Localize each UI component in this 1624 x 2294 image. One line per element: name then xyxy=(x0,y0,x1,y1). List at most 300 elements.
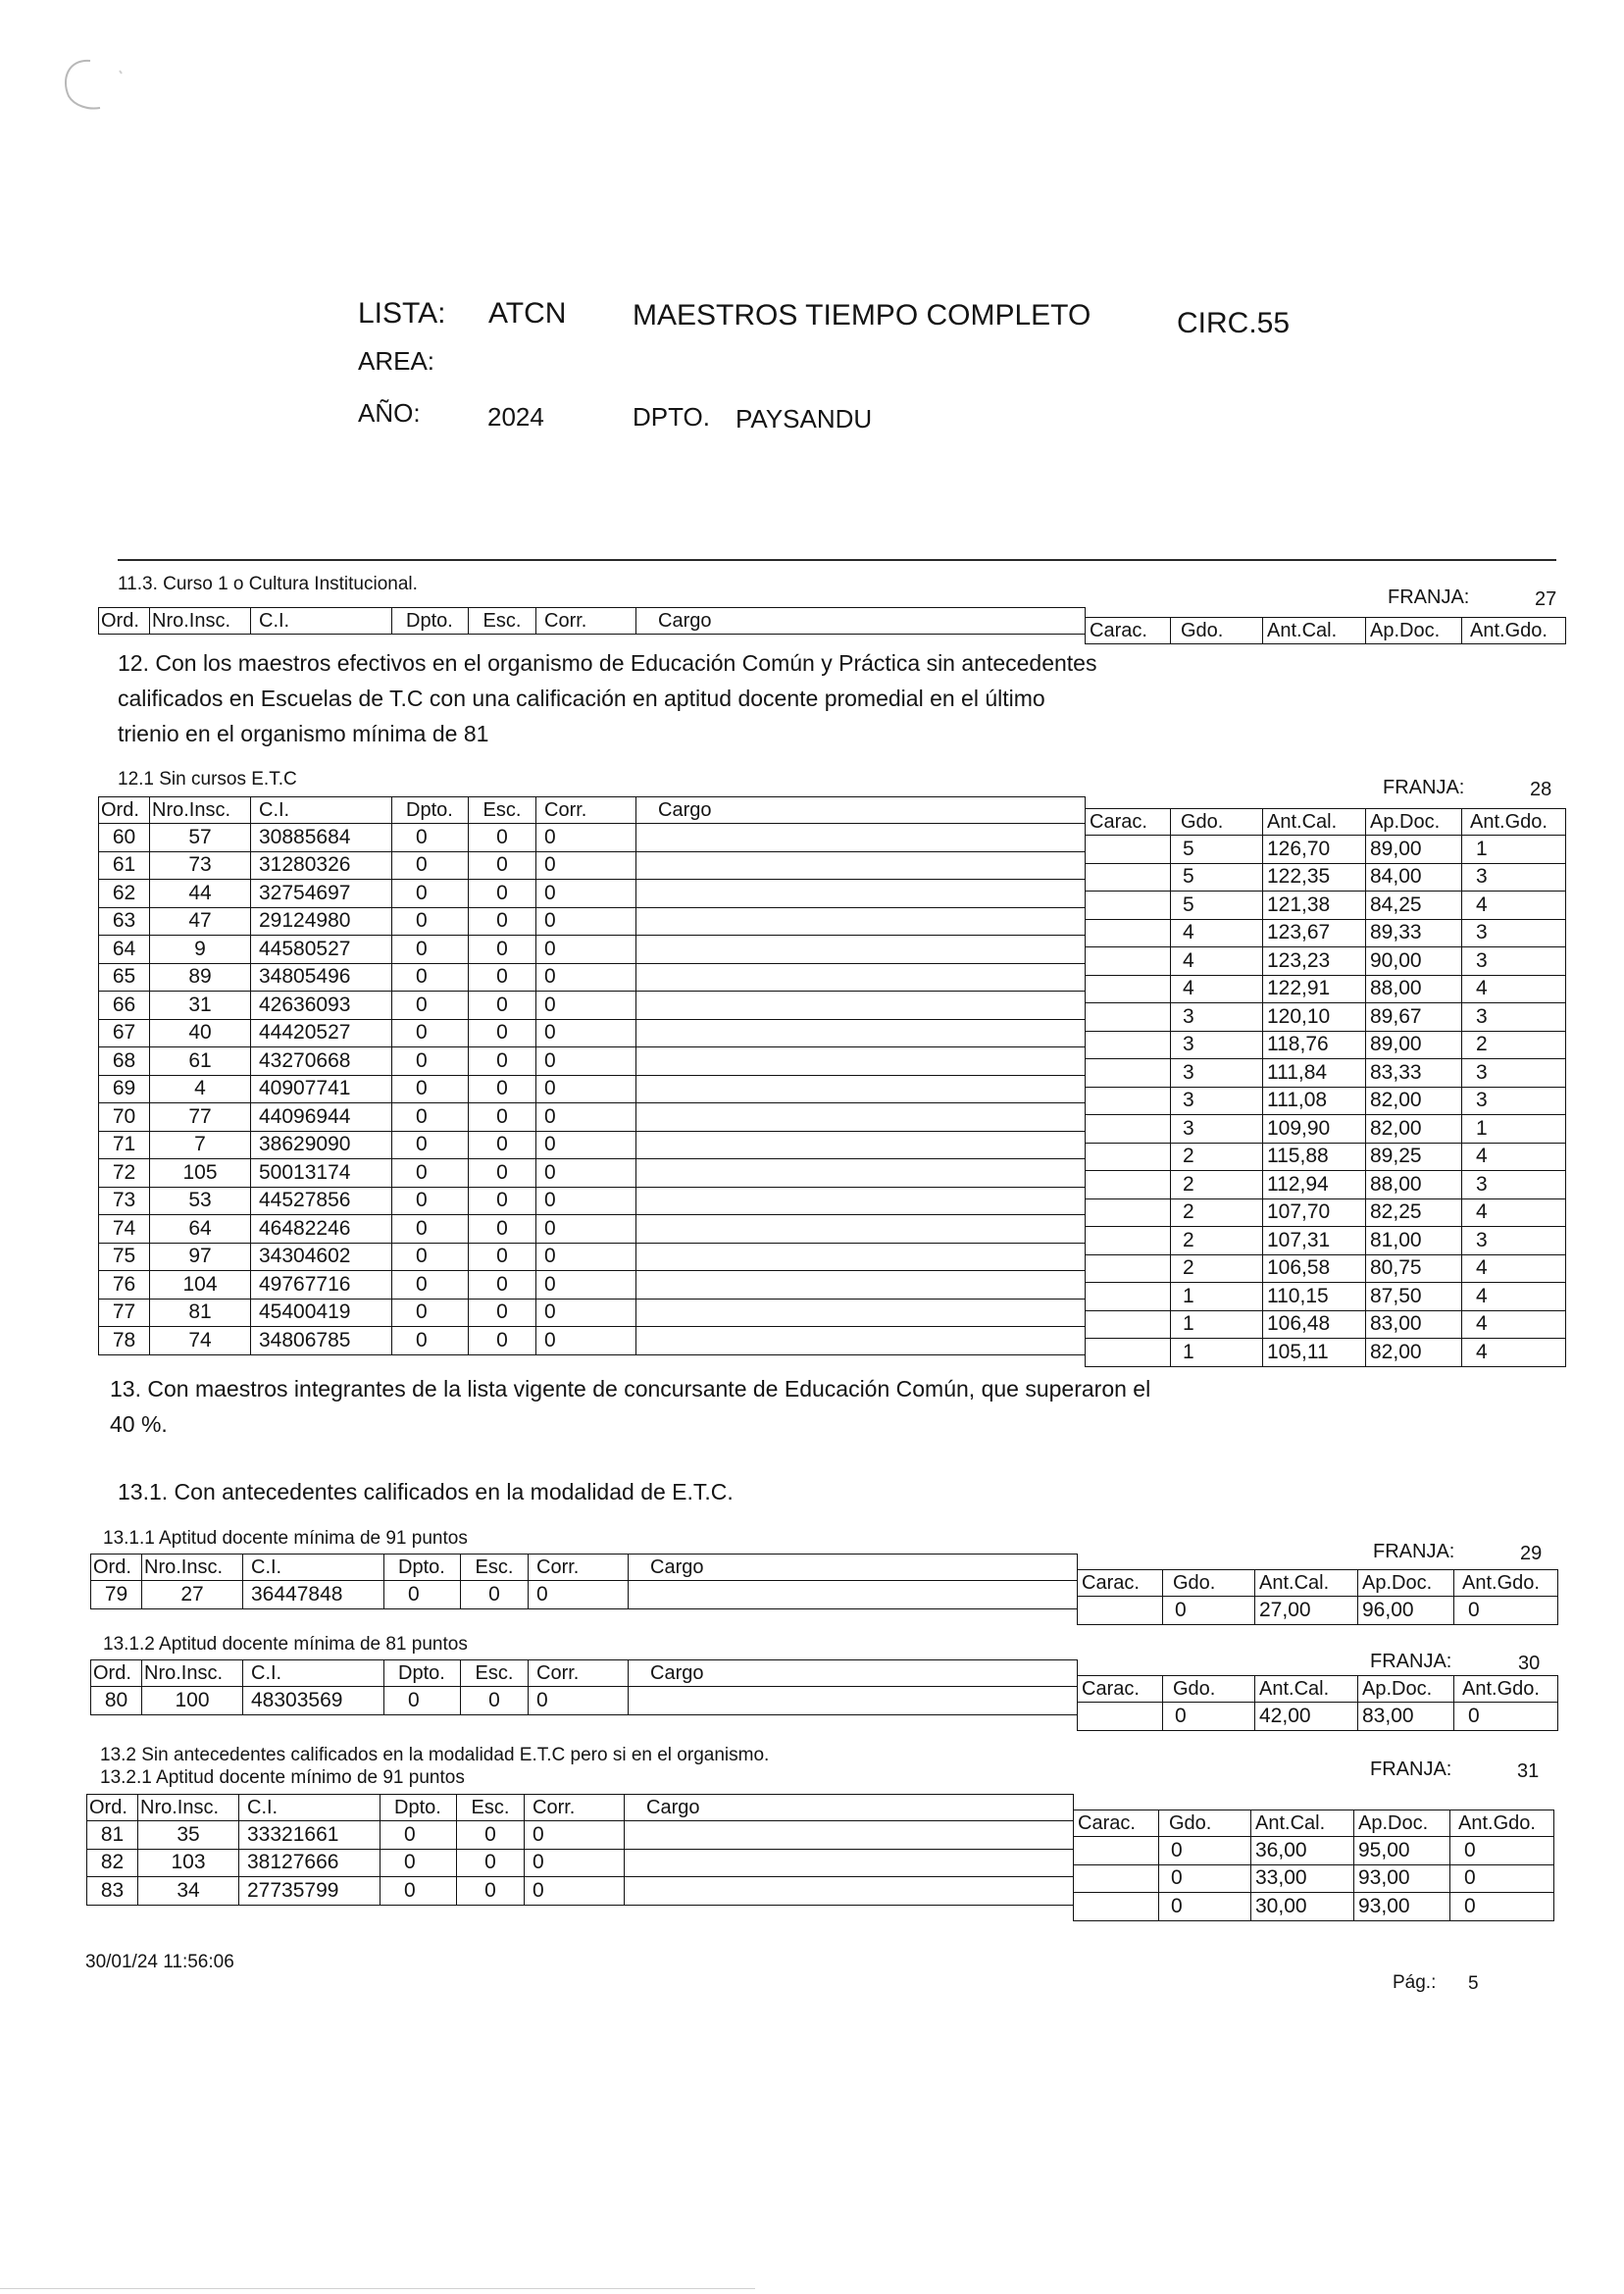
cell-gdo: 2 xyxy=(1171,1171,1263,1198)
cell-ord: 71 xyxy=(99,1132,150,1159)
column-header-ord: Ord. xyxy=(91,1555,142,1580)
table-row xyxy=(91,1687,1078,1715)
column-header-antcal: Ant.Cal. xyxy=(1263,618,1366,643)
cell-empty xyxy=(636,1271,1086,1299)
cell-ci: 46482246 xyxy=(251,1215,392,1243)
cell-corr: 0 xyxy=(536,1244,636,1271)
cell-nro: 73 xyxy=(150,852,251,880)
column-header-apdoc: Ap.Doc. xyxy=(1358,1570,1454,1596)
table-right-block xyxy=(1073,1810,1554,1921)
cell-ord: 80 xyxy=(91,1687,142,1714)
table-row xyxy=(1086,1255,1566,1284)
cell-ant-cal: 106,48 xyxy=(1263,1311,1366,1339)
cell-ap-doc: 89,33 xyxy=(1366,920,1462,947)
column-header-esc: Esc. xyxy=(469,608,536,634)
cell-ci: 29124980 xyxy=(251,908,392,936)
cell-nro: 89 xyxy=(150,964,251,992)
cell-esc: 0 xyxy=(469,1103,536,1131)
cell-ap-doc: 84,00 xyxy=(1366,864,1462,892)
cell-empty xyxy=(1086,836,1171,863)
table-row xyxy=(99,824,1086,852)
table-row xyxy=(1086,1003,1566,1032)
cell-ord: 68 xyxy=(99,1047,150,1075)
cell-ci: 42636093 xyxy=(251,992,392,1019)
cell-empty xyxy=(1086,1339,1171,1366)
cell-gdo: 2 xyxy=(1171,1255,1263,1283)
column-header-gdo: Gdo. xyxy=(1163,1570,1255,1596)
cell-dpto: 0 xyxy=(381,1850,457,1877)
cell-ci: 36447848 xyxy=(243,1581,384,1608)
section-caption-13-2-1: 13.2.1 Aptitud docente mínimo de 91 puntos xyxy=(100,1767,465,1788)
table-row xyxy=(99,1300,1086,1328)
cell-esc: 0 xyxy=(469,1076,536,1103)
cell-ant-cal: 123,23 xyxy=(1263,947,1366,975)
cell-dpto: 0 xyxy=(392,992,469,1019)
cell-ord: 65 xyxy=(99,964,150,992)
cell-empty xyxy=(629,1581,1078,1608)
column-header-gdo: Gdo. xyxy=(1163,1676,1255,1702)
cell-ant-gdo: 1 xyxy=(1462,1115,1566,1143)
cell-dpto: 0 xyxy=(392,964,469,992)
cell-corr: 0 xyxy=(536,824,636,851)
cell-ci: 44420527 xyxy=(251,1020,392,1047)
cell-ant-gdo: 3 xyxy=(1462,1003,1566,1031)
cell-empty xyxy=(636,880,1086,907)
table-row xyxy=(99,1076,1086,1104)
cell-nro: 7 xyxy=(150,1132,251,1159)
cell-gdo: 2 xyxy=(1171,1227,1263,1254)
paragraph-13-1: 13.1. Con antecedentes calificados en la modalidad de E.T.C. xyxy=(118,1479,734,1504)
cell-empty xyxy=(636,852,1086,880)
header-row xyxy=(1078,1570,1558,1597)
cell-ci: 44580527 xyxy=(251,936,392,963)
cell-ap-doc: 82,00 xyxy=(1366,1088,1462,1115)
paragraph-line: 40 %. xyxy=(110,1411,168,1437)
cell-nro: 81 xyxy=(150,1300,251,1327)
header-row xyxy=(99,608,1086,635)
cell-dpto: 0 xyxy=(381,1877,457,1905)
table-row xyxy=(1086,1311,1566,1340)
cell-ord: 63 xyxy=(99,908,150,936)
cell-ord: 81 xyxy=(87,1821,138,1849)
cell-empty xyxy=(1086,1171,1171,1198)
cell-gdo: 1 xyxy=(1171,1339,1263,1366)
cell-ant-cal: 110,15 xyxy=(1263,1283,1366,1310)
cell-ant-cal: 36,00 xyxy=(1251,1837,1354,1864)
cell-dpto: 0 xyxy=(392,1047,469,1075)
cell-esc: 0 xyxy=(469,1020,536,1047)
lista-label: LISTA: xyxy=(358,297,446,330)
cell-esc: 0 xyxy=(469,1215,536,1243)
cell-empty xyxy=(636,1215,1086,1243)
cell-empty xyxy=(1086,1199,1171,1227)
cell-ord: 61 xyxy=(99,852,150,880)
cell-gdo: 3 xyxy=(1171,1032,1263,1059)
column-header-carac: Carac. xyxy=(1086,618,1171,643)
cell-dpto: 0 xyxy=(392,908,469,936)
cell-esc: 0 xyxy=(469,1159,536,1187)
column-header-carac: Carac. xyxy=(1078,1676,1163,1702)
document-title: MAESTROS TIEMPO COMPLETO xyxy=(633,299,1091,331)
table-row xyxy=(99,964,1086,993)
cell-ci: 50013174 xyxy=(251,1159,392,1187)
table-row xyxy=(87,1821,1074,1850)
cell-corr: 0 xyxy=(536,964,636,992)
cell-ap-doc: 82,00 xyxy=(1366,1115,1462,1143)
cell-ant-gdo: 0 xyxy=(1454,1703,1558,1730)
cell-corr: 0 xyxy=(536,1047,636,1075)
cell-ant-cal: 109,90 xyxy=(1263,1115,1366,1143)
scan-artifact xyxy=(39,49,147,137)
column-header-dpto: Dpto. xyxy=(384,1555,461,1580)
cell-gdo: 1 xyxy=(1171,1283,1263,1310)
cell-esc: 0 xyxy=(469,1047,536,1075)
cell-dpto: 0 xyxy=(392,1188,469,1215)
cell-gdo: 0 xyxy=(1159,1893,1251,1920)
cell-empty xyxy=(1086,1227,1171,1254)
cell-esc: 0 xyxy=(461,1687,529,1714)
table-row xyxy=(99,1244,1086,1272)
cell-ant-cal: 42,00 xyxy=(1255,1703,1358,1730)
cell-corr: 0 xyxy=(536,1103,636,1131)
cell-ap-doc: 89,00 xyxy=(1366,1032,1462,1059)
column-header-gdo: Gdo. xyxy=(1159,1810,1251,1836)
cell-empty xyxy=(1086,892,1171,919)
column-header-esc: Esc. xyxy=(457,1795,525,1820)
header-row xyxy=(1078,1676,1558,1703)
cell-gdo: 0 xyxy=(1159,1865,1251,1893)
cell-ant-gdo: 3 xyxy=(1462,1059,1566,1087)
column-header-corr: Corr. xyxy=(529,1555,629,1580)
header-row xyxy=(99,797,1086,824)
cell-empty xyxy=(636,1188,1086,1215)
cell-corr: 0 xyxy=(536,1132,636,1159)
circular-number: CIRC.55 xyxy=(1177,307,1291,339)
cell-ant-gdo: 0 xyxy=(1450,1865,1554,1893)
header-row xyxy=(91,1555,1078,1581)
cell-nro: 27 xyxy=(142,1581,243,1608)
table-row xyxy=(1074,1893,1554,1921)
cell-ord: 75 xyxy=(99,1244,150,1271)
table-row xyxy=(1086,1032,1566,1060)
cell-esc: 0 xyxy=(469,824,536,851)
cell-ap-doc: 95,00 xyxy=(1354,1837,1450,1864)
cell-ant-gdo: 3 xyxy=(1462,1227,1566,1254)
cell-esc: 0 xyxy=(469,936,536,963)
header-row xyxy=(91,1660,1078,1687)
cell-esc: 0 xyxy=(457,1821,525,1849)
cell-ant-cal: 106,58 xyxy=(1263,1255,1366,1283)
cell-ci: 34304602 xyxy=(251,1244,392,1271)
column-header-nro: Nro.Insc. xyxy=(150,797,251,823)
cell-ci: 38629090 xyxy=(251,1132,392,1159)
table-row xyxy=(99,1215,1086,1244)
cell-nro: 57 xyxy=(150,824,251,851)
table-left-block xyxy=(90,1659,1078,1715)
cell-empty xyxy=(1074,1837,1159,1864)
cell-nro: 35 xyxy=(138,1821,239,1849)
cell-dpto: 0 xyxy=(392,1020,469,1047)
cell-corr: 0 xyxy=(536,992,636,1019)
cell-empty xyxy=(636,964,1086,992)
cell-ant-cal: 122,35 xyxy=(1263,864,1366,892)
cell-dpto: 0 xyxy=(384,1687,461,1714)
cell-ci: 44096944 xyxy=(251,1103,392,1131)
column-header-cargo: Cargo xyxy=(629,1660,1078,1686)
cell-empty xyxy=(636,1103,1086,1131)
cell-gdo: 0 xyxy=(1163,1597,1255,1624)
column-header-ci: C.I. xyxy=(251,797,392,823)
column-header-apdoc: Ap.Doc. xyxy=(1366,809,1462,835)
cell-ant-gdo: 3 xyxy=(1462,920,1566,947)
cell-empty xyxy=(1086,1144,1171,1171)
column-header-corr: Corr. xyxy=(536,608,636,634)
cell-ord: 70 xyxy=(99,1103,150,1131)
cell-empty xyxy=(1086,1115,1171,1143)
cell-ant-gdo: 3 xyxy=(1462,947,1566,975)
cell-ant-gdo: 4 xyxy=(1462,1339,1566,1366)
paragraph-12 xyxy=(118,645,1096,751)
cell-ap-doc: 89,00 xyxy=(1366,836,1462,863)
column-header-antgdo: Ant.Gdo. xyxy=(1462,809,1566,835)
table-row xyxy=(1086,864,1566,892)
column-header-ord: Ord. xyxy=(87,1795,138,1820)
cell-ap-doc: 82,00 xyxy=(1366,1339,1462,1366)
cell-nro: 103 xyxy=(138,1850,239,1877)
cell-ci: 43270668 xyxy=(251,1047,392,1075)
table-left-block xyxy=(98,607,1086,635)
cell-dpto: 0 xyxy=(392,880,469,907)
cell-ant-gdo: 4 xyxy=(1462,1199,1566,1227)
cell-empty xyxy=(636,1047,1086,1075)
table-row xyxy=(99,992,1086,1020)
cell-ant-cal: 30,00 xyxy=(1251,1893,1354,1920)
cell-gdo: 4 xyxy=(1171,947,1263,975)
cell-corr: 0 xyxy=(536,1188,636,1215)
cell-empty xyxy=(625,1877,1074,1905)
cell-empty xyxy=(636,908,1086,936)
table-row xyxy=(1074,1865,1554,1894)
table-row xyxy=(1086,920,1566,948)
cell-empty xyxy=(1086,1311,1171,1339)
franja-label: FRANJA: xyxy=(1388,586,1470,608)
cell-ci: 45400419 xyxy=(251,1300,392,1327)
anio-label: AÑO: xyxy=(358,398,421,428)
cell-empty xyxy=(636,992,1086,1019)
cell-ci: 40907741 xyxy=(251,1076,392,1103)
table-right-block xyxy=(1077,1675,1558,1731)
cell-esc: 0 xyxy=(457,1850,525,1877)
header-row xyxy=(87,1795,1074,1821)
column-header-antcal: Ant.Cal. xyxy=(1263,809,1366,835)
cell-empty xyxy=(1086,1032,1171,1059)
table-row xyxy=(1086,947,1566,976)
table-row xyxy=(99,852,1086,881)
table-row xyxy=(99,908,1086,937)
cell-ant-gdo: 4 xyxy=(1462,1311,1566,1339)
cell-dpto: 0 xyxy=(392,1159,469,1187)
cell-ant-gdo: 0 xyxy=(1454,1597,1558,1624)
cell-empty xyxy=(1086,976,1171,1003)
column-header-esc: Esc. xyxy=(461,1660,529,1686)
cell-ant-gdo: 0 xyxy=(1450,1837,1554,1864)
cell-ap-doc: 93,00 xyxy=(1354,1865,1450,1893)
franja-number: 29 xyxy=(1520,1543,1543,1564)
table-right-block xyxy=(1077,1569,1558,1625)
cell-ci: 30885684 xyxy=(251,824,392,851)
cell-corr: 0 xyxy=(525,1821,625,1849)
cell-ap-doc: 81,00 xyxy=(1366,1227,1462,1254)
section-caption-13-1-1: 13.1.1 Aptitud docente mínima de 91 puntos xyxy=(103,1528,468,1549)
cell-empty xyxy=(636,1020,1086,1047)
cell-ant-gdo: 0 xyxy=(1450,1893,1554,1920)
column-header-ci: C.I. xyxy=(243,1555,384,1580)
table-row xyxy=(1086,1283,1566,1311)
column-header-cargo: Cargo xyxy=(636,608,1086,634)
scan-edge-line xyxy=(0,2288,755,2289)
cell-dpto: 0 xyxy=(381,1821,457,1849)
cell-ord: 66 xyxy=(99,992,150,1019)
lista-value: ATCN xyxy=(488,297,567,330)
column-header-dpto: Dpto. xyxy=(392,608,469,634)
cell-empty xyxy=(625,1850,1074,1877)
cell-ant-gdo: 3 xyxy=(1462,1088,1566,1115)
cell-ord: 77 xyxy=(99,1300,150,1327)
paragraph-line: trienio en el organismo mínima de 81 xyxy=(118,721,489,746)
column-header-nro: Nro.Insc. xyxy=(142,1555,243,1580)
table-row xyxy=(91,1581,1078,1609)
cell-esc: 0 xyxy=(469,1244,536,1271)
table-row xyxy=(1086,1339,1566,1367)
cell-ant-gdo: 1 xyxy=(1462,836,1566,863)
cell-corr: 0 xyxy=(536,880,636,907)
column-header-nro: Nro.Insc. xyxy=(142,1660,243,1686)
page-number: 5 xyxy=(1468,1973,1479,1994)
cell-empty xyxy=(636,936,1086,963)
cell-ant-cal: 111,08 xyxy=(1263,1088,1366,1115)
header-divider xyxy=(118,559,1556,561)
column-header-nro: Nro.Insc. xyxy=(150,608,251,634)
cell-gdo: 3 xyxy=(1171,1059,1263,1087)
column-header-carac: Carac. xyxy=(1074,1810,1159,1836)
cell-ant-gdo: 3 xyxy=(1462,864,1566,892)
section-caption-11-3: 11.3. Curso 1 o Cultura Institucional. xyxy=(118,574,418,594)
table-row xyxy=(99,1271,1086,1300)
cell-corr: 0 xyxy=(536,1076,636,1103)
cell-nro: 61 xyxy=(150,1047,251,1075)
cell-ci: 32754697 xyxy=(251,880,392,907)
column-header-nro: Nro.Insc. xyxy=(138,1795,239,1820)
cell-nro: 34 xyxy=(138,1877,239,1905)
cell-gdo: 4 xyxy=(1171,976,1263,1003)
cell-ci: 31280326 xyxy=(251,852,392,880)
table-row xyxy=(87,1850,1074,1878)
cell-ant-gdo: 4 xyxy=(1462,1255,1566,1283)
cell-corr: 0 xyxy=(536,908,636,936)
table-row xyxy=(1074,1837,1554,1865)
cell-ord: 72 xyxy=(99,1159,150,1187)
cell-ap-doc: 84,25 xyxy=(1366,892,1462,919)
cell-corr: 0 xyxy=(536,1159,636,1187)
cell-ant-cal: 122,91 xyxy=(1263,976,1366,1003)
cell-ord: 78 xyxy=(99,1327,150,1354)
cell-ord: 67 xyxy=(99,1020,150,1047)
cell-empty xyxy=(1086,947,1171,975)
cell-corr: 0 xyxy=(536,1300,636,1327)
column-header-ci: C.I. xyxy=(239,1795,381,1820)
cell-ant-cal: 120,10 xyxy=(1263,1003,1366,1031)
cell-esc: 0 xyxy=(469,1132,536,1159)
column-header-antgdo: Ant.Gdo. xyxy=(1454,1676,1558,1702)
cell-nro: 97 xyxy=(150,1244,251,1271)
table-row xyxy=(1078,1597,1558,1625)
cell-ant-cal: 105,11 xyxy=(1263,1339,1366,1366)
column-header-ci: C.I. xyxy=(243,1660,384,1686)
table-row xyxy=(1086,1227,1566,1255)
cell-empty xyxy=(1086,864,1171,892)
cell-empty xyxy=(1078,1597,1163,1624)
cell-empty xyxy=(629,1687,1078,1714)
table-row xyxy=(1086,892,1566,920)
section-caption-13-2: 13.2 Sin antecedentes calificados en la modalidad E.T.C pero si en el organismo. xyxy=(100,1745,770,1765)
cell-esc: 0 xyxy=(469,1188,536,1215)
column-header-corr: Corr. xyxy=(525,1795,625,1820)
cell-gdo: 5 xyxy=(1171,836,1263,863)
cell-ord: 73 xyxy=(99,1188,150,1215)
cell-dpto: 0 xyxy=(392,1300,469,1327)
cell-nro: 104 xyxy=(150,1271,251,1299)
table-row xyxy=(87,1877,1074,1906)
cell-ord: 82 xyxy=(87,1850,138,1877)
cell-gdo: 4 xyxy=(1171,920,1263,947)
cell-esc: 0 xyxy=(469,1300,536,1327)
column-header-cargo: Cargo xyxy=(636,797,1086,823)
column-header-carac: Carac. xyxy=(1086,809,1171,835)
cell-dpto: 0 xyxy=(392,1103,469,1131)
table-row xyxy=(1086,1144,1566,1172)
cell-empty xyxy=(636,1300,1086,1327)
cell-ci: 27735799 xyxy=(239,1877,381,1905)
table-left-block xyxy=(98,796,1086,1355)
cell-corr: 0 xyxy=(536,852,636,880)
cell-ap-doc: 90,00 xyxy=(1366,947,1462,975)
cell-gdo: 5 xyxy=(1171,864,1263,892)
cell-corr: 0 xyxy=(536,936,636,963)
cell-ap-doc: 93,00 xyxy=(1354,1893,1450,1920)
cell-esc: 0 xyxy=(469,852,536,880)
cell-ci: 34806785 xyxy=(251,1327,392,1354)
column-header-esc: Esc. xyxy=(461,1555,529,1580)
cell-nro: 4 xyxy=(150,1076,251,1103)
cell-ant-cal: 111,84 xyxy=(1263,1059,1366,1087)
table-row xyxy=(1086,976,1566,1004)
cell-gdo: 3 xyxy=(1171,1115,1263,1143)
cell-ap-doc: 80,75 xyxy=(1366,1255,1462,1283)
cell-empty xyxy=(636,1159,1086,1187)
cell-nro: 77 xyxy=(150,1103,251,1131)
franja-label: FRANJA: xyxy=(1373,1541,1455,1562)
dpto-value: PAYSANDU xyxy=(736,404,873,433)
cell-gdo: 1 xyxy=(1171,1311,1263,1339)
table-row xyxy=(99,1103,1086,1132)
column-header-gdo: Gdo. xyxy=(1171,809,1263,835)
cell-gdo: 5 xyxy=(1171,892,1263,919)
cell-ant-gdo: 4 xyxy=(1462,1283,1566,1310)
cell-ord: 83 xyxy=(87,1877,138,1905)
cell-ord: 64 xyxy=(99,936,150,963)
cell-dpto: 0 xyxy=(392,1244,469,1271)
table-right-block xyxy=(1085,808,1566,1367)
